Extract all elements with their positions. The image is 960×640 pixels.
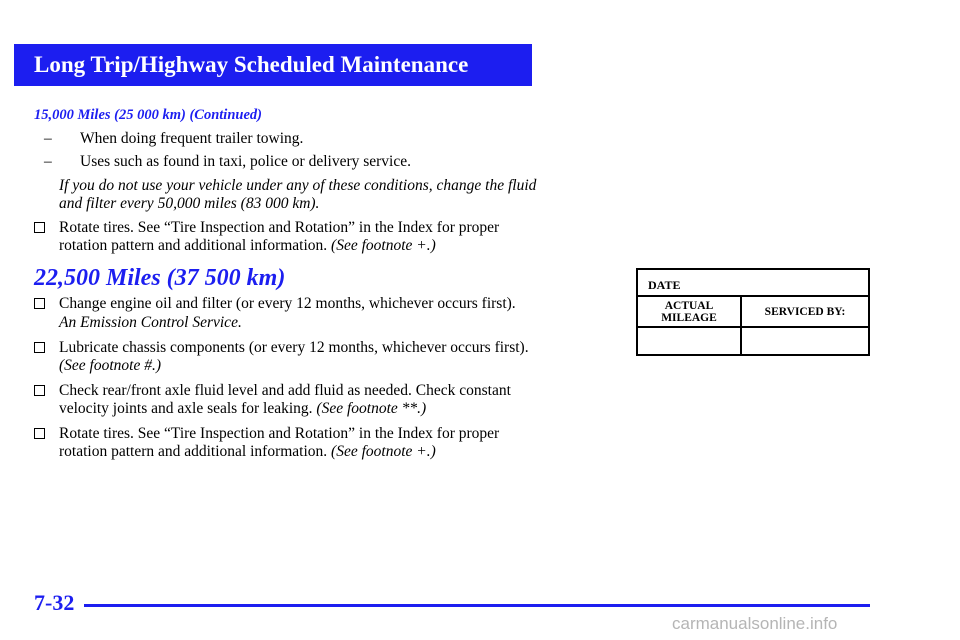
log-serviced-header: SERVICED BY: [742,297,868,328]
checkbox-icon [34,428,45,439]
log-date-label: DATE [648,278,681,292]
item-oil-line-1: Change engine oil and filter (or every 12 months, whichever occurs first). [59,295,516,312]
item-axle-line-2: velocity joints and axle seals for leaking. (See footnote **.) [59,400,427,417]
item-chassis-line-2: (See footnote #.) [59,357,162,374]
checkbox-icon [34,342,45,353]
page-number: 7-32 [34,590,75,615]
fluid-note-line-1: If you do not use your vehicle under any of these conditions, change the fluid [59,177,537,194]
service-log-table [636,268,870,356]
page-title: Long Trip/Highway Scheduled Maintenance [34,52,469,77]
rotate-tires-line-1: Rotate tires. See “Tire Inspection and Rotation” in the Index for proper [59,219,500,236]
checkbox-icon [34,222,45,233]
checkbox-icon [34,385,45,396]
checkbox-icon [34,298,45,309]
log-mileage-cell [638,328,742,354]
item-oil-line-2: An Emission Control Service. [59,314,242,331]
item-rotate-line-1: Rotate tires. See “Tire Inspection and Rotation” in the Index for proper [59,425,500,442]
item-rotate-line-2: rotation pattern and additional information. (See footnote +.) [59,443,436,460]
fluid-note-line-2: and filter every 50,000 miles (83 000 km). [59,195,320,212]
dash-bullet: – [44,153,52,170]
watermark: carmanualsonline.info [672,614,838,633]
dash-item-trailer: When doing frequent trailer towing. [80,130,304,147]
footer-rule [84,604,870,607]
rotate-tires-line-2: rotation pattern and additional information. (See footnote +.) [59,237,436,254]
dash-bullet: – [44,130,52,147]
item-axle-line-1: Check rear/front axle fluid level and add fluid as needed. Check constant [59,382,511,399]
dash-item-taxi: Uses such as found in taxi, police or delivery service. [80,153,412,170]
log-mileage-label-2: MILEAGE [661,311,717,324]
item-chassis-line-1: Lubricate chassis components (or every 12 months, whichever occurs first). [59,339,529,356]
continued-heading: 15,000 Miles (25 000 km) (Continued) [34,107,262,123]
log-mileage-label-1: ACTUAL [664,299,714,312]
log-mileage-header [638,297,742,328]
section-heading: 22,500 Miles (37 500 km) [34,265,286,291]
log-date-row [638,270,868,297]
log-serviced-cell [742,328,868,354]
